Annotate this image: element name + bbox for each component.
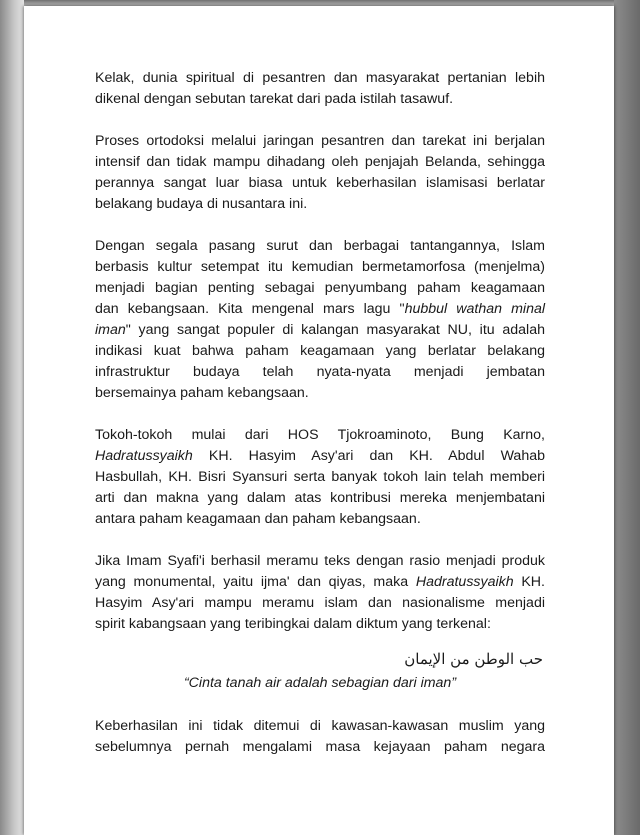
text-line: arti dan makna yang dalam atas kontribusi mereka menjembatani bbox=[95, 490, 545, 506]
text-line bbox=[95, 446, 545, 467]
italic-song-title: hubbul wathan minal bbox=[404, 301, 545, 317]
text-line: Keberhasilan ini tidak ditemui di kawasan-kawasan muslim yang bbox=[95, 718, 545, 734]
text-line: antara paham keagamaan dan paham kebangsaan. bbox=[95, 511, 421, 527]
italic-title: Hadratussyaikh bbox=[95, 448, 193, 464]
text-line: perannya sangat luar biasa untuk keberhasilan islamisasi berlatar bbox=[95, 175, 545, 191]
paragraph-keberhasilan bbox=[95, 716, 545, 758]
text-line: Kelak, dunia spiritual di pesantren dan masyarakat pertanian lebih bbox=[95, 70, 545, 86]
text-run: dan kebangsaan. Kita mengenal mars lagu " bbox=[95, 301, 405, 317]
viewer-right-gutter bbox=[614, 0, 640, 835]
text-line: Dengan segala pasang surut dan berbagai tantangannya, Islam bbox=[95, 238, 545, 254]
arabic-quote: حب الوطن من الإيمان bbox=[404, 650, 543, 668]
text-line: dikenal dengan sebutan tarekat dari pada istilah tasawuf. bbox=[95, 91, 454, 107]
text-line: Jika Imam Syafi'i berhasil meramu teks dengan rasio menjadi produk bbox=[95, 553, 545, 569]
text-run: KH. bbox=[513, 574, 545, 590]
text-line bbox=[95, 572, 545, 593]
text-line: bersemainya paham kebangsaan. bbox=[95, 385, 309, 401]
text-run: yang monumental, yaitu ijma' dan qiyas, maka bbox=[95, 574, 416, 590]
italic-title: Hadratussyaikh bbox=[415, 574, 514, 590]
text-line: berbasis kultur setempat itu kemudian bermetamorfosa (menjelma) bbox=[95, 259, 545, 275]
text-line bbox=[95, 299, 545, 320]
page-body bbox=[95, 68, 545, 779]
text-line: sebelumnya pernah mengalami masa kejayaan paham negara bbox=[95, 739, 545, 755]
quote-translation: “Cinta tanah air adalah sebagian dari iman” bbox=[183, 675, 457, 691]
text-line: intensif dan tidak mampu dihadang oleh penjajah Belanda, sehingga bbox=[95, 154, 545, 170]
text-line: Hasyim Asy'ari mampu meramu islam dan nasionalisme menjadi bbox=[95, 595, 545, 611]
text-line: belakang budaya di nusantara ini. bbox=[95, 196, 308, 212]
text-line: menjadi bagian penting sebagai penyumbang paham keagamaan bbox=[95, 280, 545, 296]
paragraph-imam-syafii bbox=[95, 551, 545, 635]
text-run: KH. Hasyim Asy'ari dan KH. Abdul Wahab bbox=[192, 448, 545, 464]
paragraph-pasang-surut bbox=[95, 236, 545, 404]
paragraph-tarekat bbox=[95, 68, 545, 110]
text-line: spirit kabangsaan yang teribingkai dalam diktum yang terkenal: bbox=[95, 616, 491, 632]
text-line: Proses ortodoksi melalui jaringan pesantren dan tarekat ini berjalan bbox=[95, 133, 545, 149]
viewer-left-gutter bbox=[0, 0, 24, 835]
text-line: infrastruktur budaya telah nyata-nyata menjadi jembatan bbox=[95, 364, 545, 380]
text-line: indikasi kuat bahwa paham keagamaan yang berlatar belakang bbox=[95, 343, 545, 359]
paragraph-proses-ortodoksi bbox=[95, 131, 545, 215]
text-line: Tokoh-tokoh mulai dari HOS Tjokroaminoto, Bung Karno, bbox=[95, 427, 545, 443]
text-line bbox=[95, 320, 545, 341]
paragraph-tokoh-tokoh bbox=[95, 425, 545, 530]
italic-song-title-end: iman bbox=[95, 322, 126, 338]
text-line: Hasbullah, KH. Bisri Syansuri serta banyak tokoh lain telah memberi bbox=[95, 469, 545, 485]
document-page bbox=[24, 6, 614, 835]
text-run: " yang sangat populer di kalangan masyarakat NU, itu adalah bbox=[125, 322, 545, 338]
